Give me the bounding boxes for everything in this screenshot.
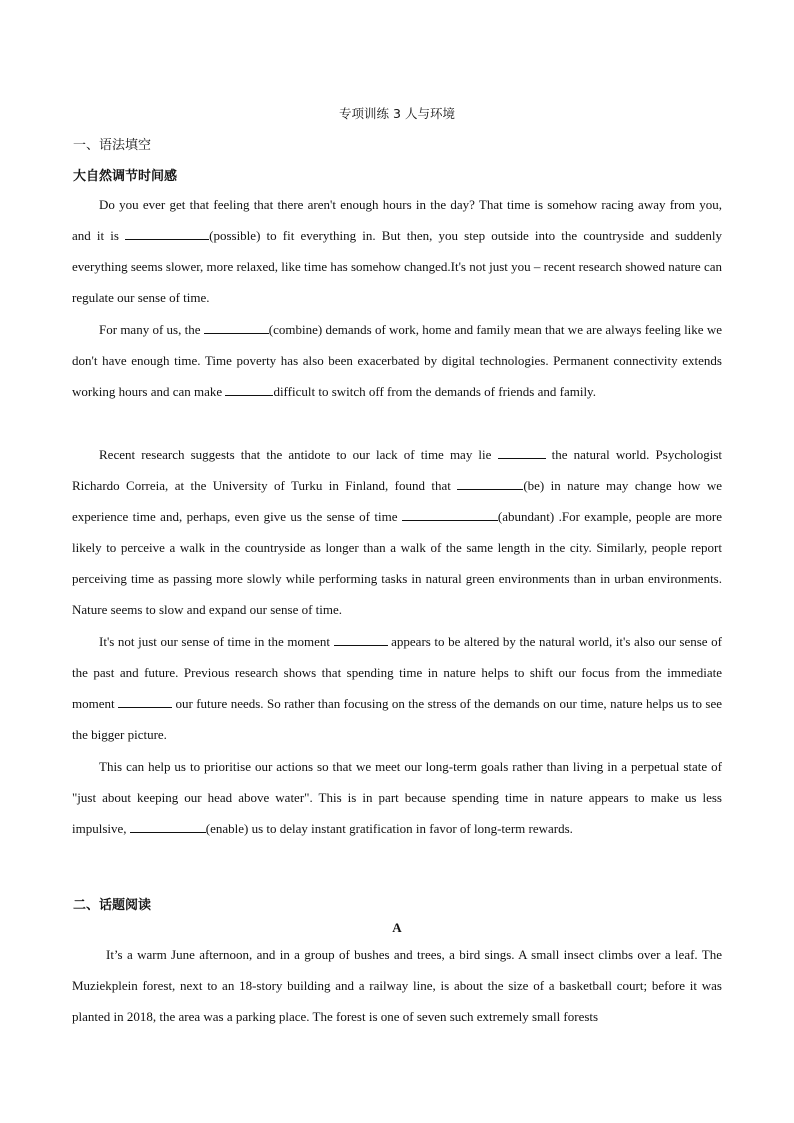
- section-heading-reading: 二、话题阅读: [73, 898, 152, 913]
- paragraph-3: [72, 439, 722, 626]
- reading-paragraph-1: [72, 939, 722, 1032]
- paragraph-2: [72, 314, 722, 407]
- paragraph-3-text-c: (be) in nature may change how we experience time and, perhaps, even give us the sense of time: [72, 478, 723, 525]
- paragraph-2-text-c: difficult to switch off from the demands of friends and family.: [273, 384, 596, 400]
- answer-blank-9[interactable]: [130, 821, 206, 833]
- paragraph-5-text-b: (enable) us to delay instant gratification in favor of long-term rewards.: [205, 821, 573, 837]
- answer-blank-1[interactable]: [125, 228, 209, 240]
- passage-label-a: A: [392, 920, 402, 935]
- passage-title: 大自然调节时间感: [73, 169, 178, 184]
- paragraph-1: [72, 189, 722, 313]
- paragraph-5: [72, 751, 722, 844]
- paragraph-4-text-b: appears to be altered by the natural world, it's also our sense of the past and future. Previous research shows that spending time in nature helps to shift our focus from the immediate moment: [72, 634, 722, 712]
- reading-paragraph-1-text: It’s a warm June afternoon, and in a group of bushes and trees, a bird sings. A small insect climbs over a leaf. The Muziekplein forest, next to an 18-story building and a railway line, is about the size of a basketball court; before it was planted in 2018, the area was a parking place. The forest is one of seven such extremely small forests: [72, 947, 722, 1025]
- answer-blank-8[interactable]: [118, 696, 172, 708]
- document-title: 专项训练 3 人与环境: [339, 106, 455, 121]
- answer-blank-6[interactable]: [402, 509, 498, 521]
- paragraph-3-text-a: Recent research suggests that the antidote to our lack of time may lie: [99, 447, 498, 462]
- answer-blank-5[interactable]: [457, 478, 523, 490]
- paragraph-1-text-a: Do you ever get that feeling that there aren't enough hours in the day? That time is somehow racing away from you, and it is: [72, 197, 722, 244]
- paragraph-3-text-d: (abundant) .For example, people are more likely to perceive a walk in the countryside as longer than a walk of the same length in the city. Similarly, people report perceiving time as passing more slowly while performing tasks in natural green environments than in urban environments. Nature seems to slow and expand our sense of time.: [72, 509, 722, 618]
- paragraph-1-text-b: (possible) to fit everything in. But then, you step outside into the countryside and suddenly everything seems slower, more relaxed, like time has somehow changed.It's not just you – recent research showed nature can regulate our sense of time.: [72, 228, 723, 306]
- paragraph-3-text-b: the natural world. Psychologist Richardo Correia, at the University of Turku in Finland, found that: [72, 447, 722, 494]
- paragraph-4: [72, 626, 722, 750]
- paragraph-4-text-a: It's not just our sense of time in the moment: [99, 634, 334, 649]
- section-heading-grammar: 一、语法填空: [73, 138, 152, 153]
- answer-blank-7[interactable]: [334, 634, 388, 646]
- answer-blank-2[interactable]: [204, 322, 269, 334]
- paragraph-2-text-a: For many of us, the: [99, 322, 204, 337]
- paragraph-5-text-a: This can help us to prioritise our actions so that we meet our long-term goals rather than living in a perpetual state of "just about keeping our head above water". This is in part because spending time in nature appears to make us less impulsive,: [72, 759, 722, 837]
- answer-blank-4[interactable]: [498, 447, 546, 459]
- answer-blank-3[interactable]: [225, 384, 273, 396]
- paragraph-4-text-c: our future needs. So rather than focusing on the stress of the demands on our time, nature helps us to see the bigger picture.: [72, 696, 723, 743]
- paragraph-2-text-b: (combine) demands of work, home and family mean that we are always feeling like we don't have enough time. Time poverty has also been exacerbated by digital technologies. Permanent connectivity extends working hours and can make: [72, 322, 722, 400]
